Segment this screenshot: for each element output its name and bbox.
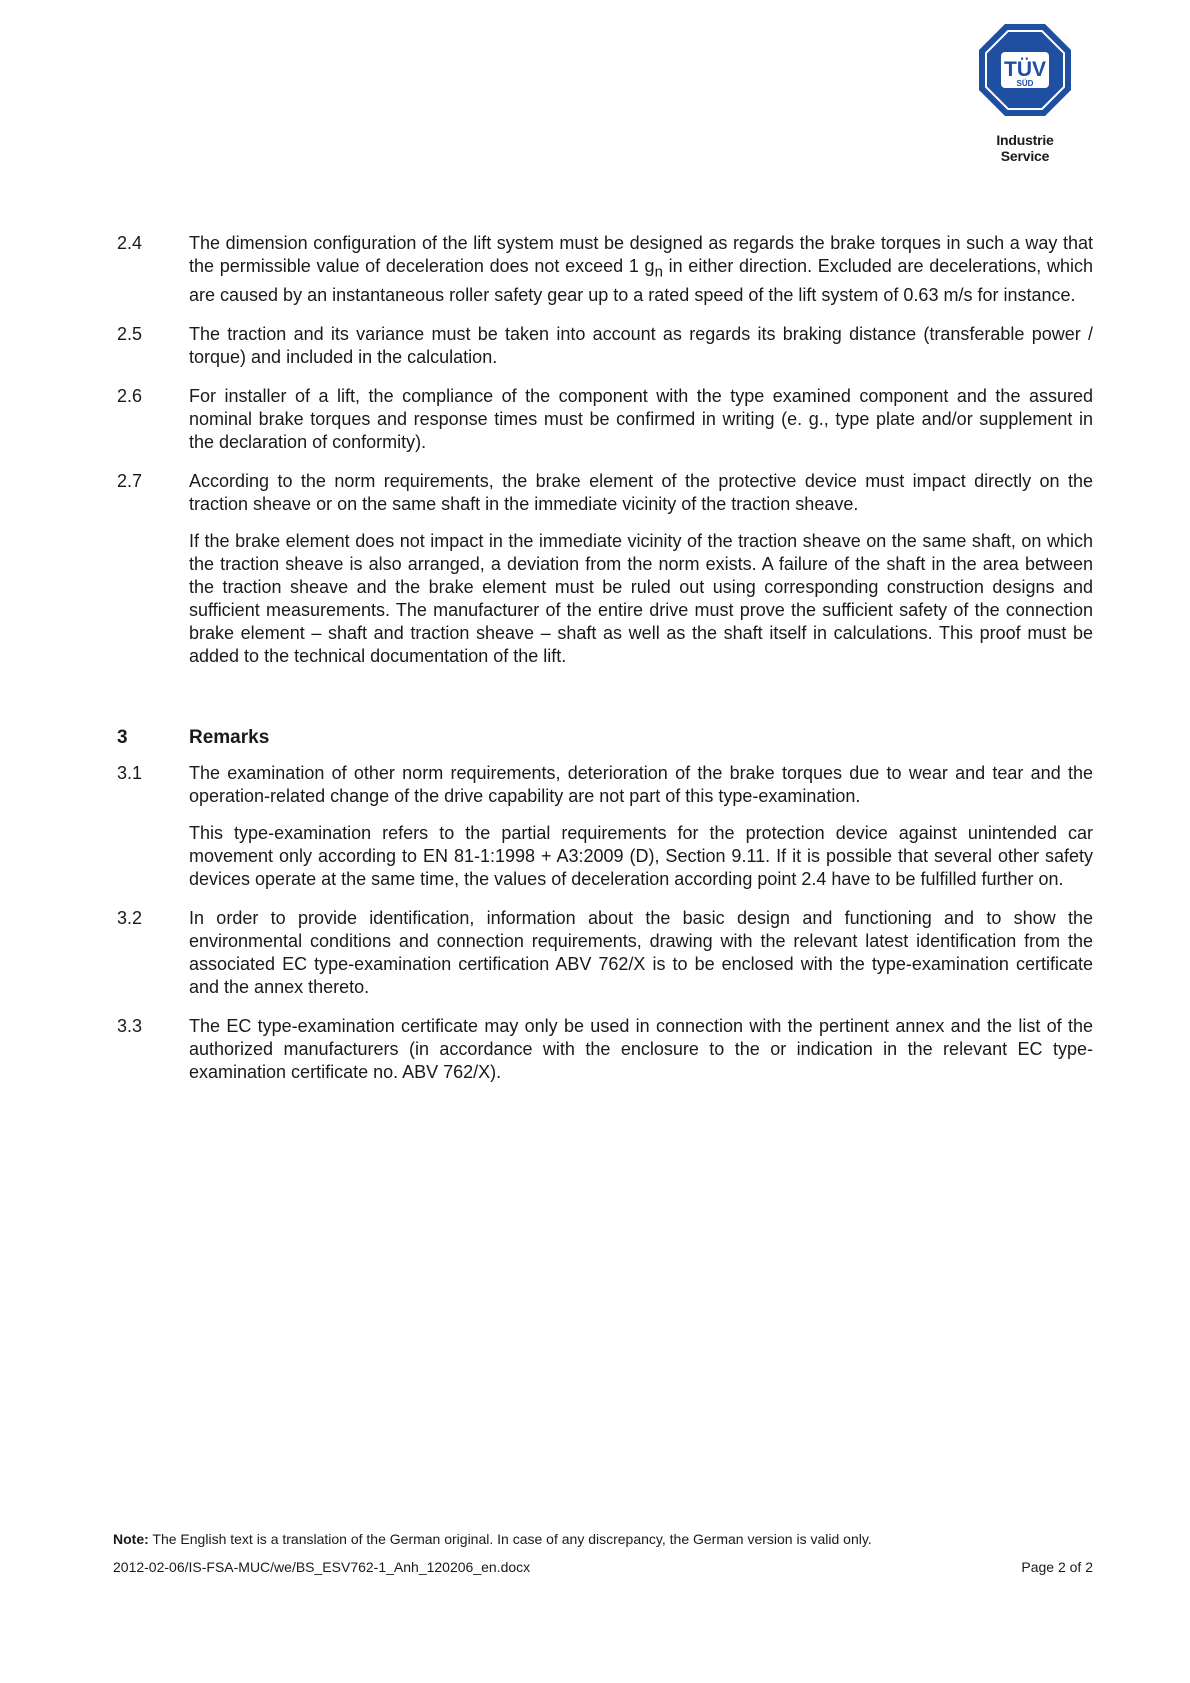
clause-text <box>189 323 1093 369</box>
clause-3-2 <box>117 907 1093 999</box>
clause-paragraph: According to the norm requirements, the brake element of the protective device must impact directly on the traction sheave or on the same shaft in the immediate vicinity of the traction sheave. <box>189 470 1093 514</box>
clause-2-6 <box>117 385 1093 454</box>
clause-number: 2.4 <box>117 233 143 253</box>
clause-2-7 <box>117 470 1093 668</box>
clause-paragraph: This type-examination refers to the partial requirements for the protection device against unintended car movement only according to EN 81-1:1998 + A3:2009 (D), Section 9.11. If it is possible that several other safety devices operate at the same time, the values of deceleration according point 2.4 have to be fulfilled further on. <box>189 822 1093 889</box>
clause-paragraph: If the brake element does not impact in the immediate vicinity of the traction sheave on the same shaft, on which the traction sheave is also arranged, a deviation from the norm exists. A failure of the shaft in the area between the traction sheave and the brake element must be ruled out using corresponding construction designs and sufficient measurements. The manufacturer of the entire drive must prove the sufficient safety of the connection brake element – shaft and traction sheave – shaft as well as the shaft itself in calculations. This proof must be added to the technical documentation of the lift. <box>189 530 1093 666</box>
clause-text <box>189 1015 1093 1084</box>
page-footer <box>113 1530 1093 1576</box>
footer-row <box>113 1558 1093 1576</box>
clause-text-part: The dimension configuration of the lift system must be designed as regards the brake torques in such a way that the permissible value of deceleration does not exceed 1 g <box>189 233 1093 276</box>
section-heading <box>117 726 1093 749</box>
section-number: 3 <box>117 726 128 748</box>
clause-3-3 <box>117 1015 1093 1084</box>
section-title: Remarks <box>189 726 270 748</box>
clause-text <box>189 385 1093 454</box>
clause-text <box>189 232 1093 307</box>
logo-text-top: TÜV <box>1004 58 1046 81</box>
clause-paragraph: The examination of other norm requirements, deterioration of the brake torques due to wear and tear and the operation-related change of the drive capability are not part of this type-examination. <box>189 762 1093 806</box>
tuv-sud-logo <box>972 22 1078 164</box>
clause-2-4 <box>117 232 1093 307</box>
tuv-sud-logo-icon <box>977 22 1073 118</box>
clause-number: 3.1 <box>117 762 143 783</box>
clause-paragraph: For installer of a lift, the compliance of the component with the type examined component and the assured nominal brake torques and response times must be confirmed in writing (e. g., type plate and/or supplement in the declaration of conformity). <box>189 385 1093 452</box>
document-reference: 2012-02-06/IS-FSA-MUC/we/BS_ESV762-1_Anh_120206_en.docx <box>113 1559 531 1575</box>
clause-subscript: n <box>654 263 663 281</box>
clause-text-part: in either direction. Excluded are decelerations, which are caused by an instantaneous roller safety gear up to a rated speed of the lift system of 0.63 m/s for instance. <box>189 256 1094 305</box>
clause-3-1 <box>117 762 1093 891</box>
clause-paragraph: The traction and its variance must be taken into account as regards its braking distance (transferable power / torque) and included in the calculation. <box>189 323 1093 367</box>
clause-text <box>189 470 1093 668</box>
logo-caption: Industrie Service <box>996 132 1054 164</box>
footer-note <box>113 1530 1093 1548</box>
clause-number: 2.6 <box>117 385 143 406</box>
clause-number: 2.5 <box>117 323 143 344</box>
clause-paragraph: The EC type-examination certificate may only be used in connection with the pertinent annex and the list of the authorized manufacturers (in accordance with the enclosure to the or indication in the relevant EC type-examination certificate no. ABV 762/X). <box>189 1015 1093 1082</box>
clause-paragraph: In order to provide identification, information about the basic design and functioning and to show the environmental conditions and connection requirements, drawing with the relevant latest identification from the associated EC type-examination certification ABV 762/X is to be enclosed with the type-examination certificate and the annex thereto. <box>189 907 1093 997</box>
logo-text-bottom: SÜD <box>1016 79 1034 88</box>
document-body <box>117 232 1093 1100</box>
clause-text <box>189 907 1093 999</box>
clause-number: 2.7 <box>117 470 143 491</box>
clause-2-5 <box>117 323 1093 369</box>
note-text: The English text is a translation of the German original. In case of any discrepancy, the German version is valid only. <box>148 1531 872 1547</box>
page-number: Page 2 of 2 <box>1021 1559 1093 1575</box>
clause-number: 3.2 <box>117 907 143 928</box>
note-label: Note: <box>113 1531 149 1547</box>
clause-text <box>189 762 1093 891</box>
clause-number: 3.3 <box>117 1015 143 1036</box>
